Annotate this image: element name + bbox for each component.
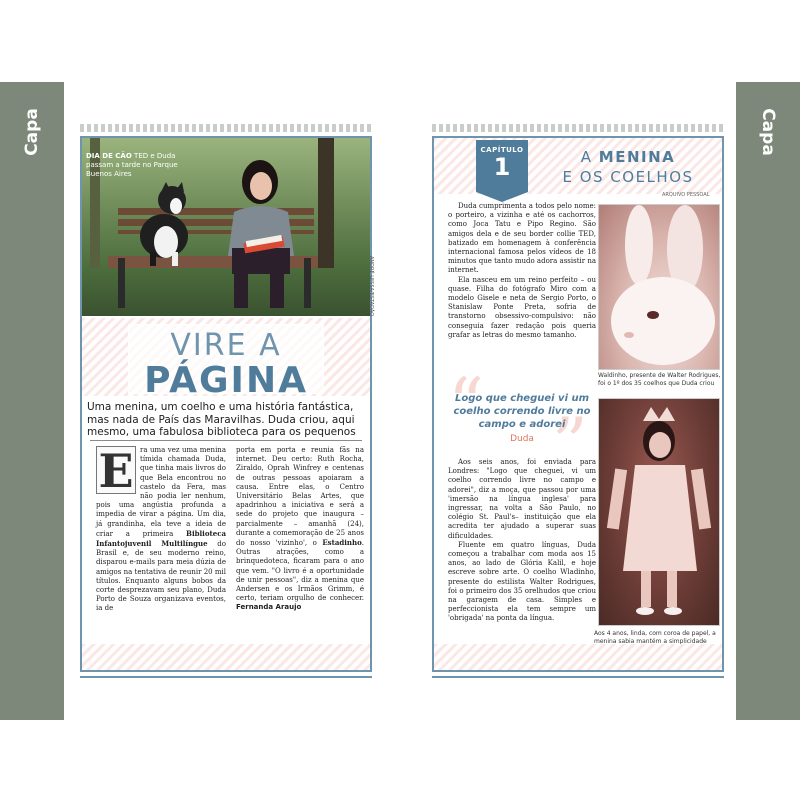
left-body-column-1 <box>96 446 226 614</box>
bench-leg <box>118 258 125 308</box>
top-tick-ruler-left <box>80 124 372 132</box>
childhood-photo <box>598 398 720 626</box>
chapter-title-prefix: A <box>580 148 593 166</box>
left-body-column-2 <box>236 446 364 613</box>
childhood-photo-caption: Aos 4 anos, linda, com coroa de papel, a menina sabia mantém a simplicidade <box>594 630 716 645</box>
park-photo <box>82 138 370 316</box>
right-paragraph-2: Ela nasceu em um reino perfeito – ou quase. Filha do fotógrafo Miro com a modelo Gisele e neta de Sergio Porto, o Stanislaw Ponte Preta, sofria de transtorno obsessivo-compulsivo: não conseguia fazer redação pois queria grafar as letras do mesmo tamanho. <box>448 275 596 339</box>
side-band-left <box>0 82 64 720</box>
chapter-title <box>534 142 722 192</box>
rabbit-photo <box>598 204 720 370</box>
divider <box>90 440 362 441</box>
rabbit-illustration <box>599 205 720 370</box>
chapter-badge <box>476 140 528 192</box>
side-band-right <box>736 82 800 720</box>
chapter-label: CAPÍTULO <box>480 146 524 154</box>
tree-trunk <box>318 138 334 268</box>
author-signature: Fernanda Araujo <box>236 603 302 612</box>
chapter-title-line-2: E OS COELHOS <box>562 168 694 186</box>
section-label-right: Capa <box>758 108 778 156</box>
left-col1-bold: Biblioteca Infantojuvenil Multilíngue <box>96 528 226 549</box>
woman-reading-illustration <box>214 156 306 310</box>
quote-mark-open: “ <box>448 363 484 445</box>
girl-illustration <box>599 399 720 626</box>
article-deck: Uma menina, um coelho e uma história fantástica, mas nada de País das Maravilhas. Duda criou, aqui mesmo, uma fabulosa biblioteca para os pequenos <box>87 401 356 438</box>
rabbit-photo-caption: Waldinho, presente de Walter Rodrigues, foi o 1º dos 35 coelhos que Duda criou <box>598 372 721 387</box>
left-col2-text-a: porta em porta e reunia fãs na internet. Deu certo: Ruth Rocha, Ziraldo, Oprah Winfrey e centenas de outras pessoas apoiaram a causa. Entre elas, o Centro Universitário Belas Artes, que apadrinhou a iniciativa e será a sede do projeto que inaugura – parcialmente – amanhã (24), durante a comemoração de 25 anos do nosso 'vizinho', o <box>236 446 364 548</box>
photo-credit-left: ANDRÉ LESSA/ESTADÃO <box>368 256 374 317</box>
pull-quote-author: Duda <box>510 434 534 444</box>
pull-quote <box>448 392 596 446</box>
left-col1-text-a: ra uma vez uma menina tímida chamada Duda, que tinha mais livros do que Bela encontrou no castelo da Fera, mas não podia ler nenhum, pois uma angústia profunda a impedia de virar a página. Um dia, já grandinha, ela teve a ideia de criar a primeira <box>96 446 226 538</box>
photo-caption <box>86 152 196 179</box>
headline-line-1: VIRE A <box>170 328 282 363</box>
left-col1-text-b: do Brasil e, de seu moderno reino, disparou e-mails para meia dúzia de amigos na tentativa de reunir 20 mil títulos. Enquanto alguns bobos da corte desprezavam seu plano, Duda Porto de Souza organizava eventos, ia de <box>96 540 226 613</box>
section-label-left: Capa <box>22 108 42 156</box>
right-paragraph-4: Fluente em quatro línguas, Duda começou a trabalhar com moda aos 15 anos, ao lado de Glória Kalil, e hoje escreve sobre arte. O coelho Wladinho, presente do estilista Walter Rodrigues, foi o primeiro dos 35 orelhudos que criou na garagem de casa. Simples e perfeccionista ela tem sempre um 'obrigada' na ponta da língua. <box>448 540 596 623</box>
photo-credit-right: ARQUIVO PESSOAL <box>662 192 710 198</box>
drop-cap: E <box>96 446 136 494</box>
chapter-title-line-1 <box>534 148 722 166</box>
right-paragraph-1: Duda cumprimenta a todos pelo nome: o porteiro, a vizinha e até os cachorros, como Joca Tatu e Pipo Regino. São amigos dela e de seu border collie TED, batizado em homenagem à conferência internacional famosa pelos vídeos de 18 minutos que tanto mudo adora assistir na internet. <box>448 202 597 275</box>
quote-mark-close: ” <box>552 403 588 485</box>
border-collie-illustration <box>126 182 202 266</box>
pull-quote-text: Logo que cheguei vi um coelho correndo livre no campo e adorei <box>453 393 591 430</box>
chapter-number: 1 <box>493 153 511 181</box>
footer-stripes <box>434 644 722 670</box>
left-col2-bold: Estadinho <box>322 538 362 548</box>
left-col2-text-b: . Outras atrações, como a brinquedoteca, ficaram para o ano que vem. "O livro é a oportunidade de unir pessoas", diz a menina que Andersen e os Irmãos Grimm, é certo, teriam orgulho de conhecer. <box>236 539 364 603</box>
right-body-column-top <box>448 202 596 340</box>
chapter-title-main: MENINA <box>598 148 676 166</box>
headline-line-2: PÁGINA <box>144 360 308 401</box>
left-page <box>80 136 372 672</box>
top-tick-ruler-right <box>432 124 724 132</box>
footer-stripes <box>82 644 370 670</box>
right-body-column-bottom <box>448 458 596 624</box>
right-paragraph-3: Aos seis anos, foi enviada para Londres: "Logo que cheguei, vi um coelho correndo livre no campo e adorei", diz a moça, que passou por uma 'imersão na língua inglesa' para ingressar, na volta a São Paulo, no colégio St. Paul's– instituição que ela acredita ter ajudado a superar suas dificuldades. <box>448 458 596 540</box>
right-page <box>432 136 724 672</box>
photo-caption-title: DIA DE CÃO <box>86 152 132 160</box>
photo-caption-text: TED e Duda passam a tarde no Parque Buenos Aires <box>86 152 178 178</box>
